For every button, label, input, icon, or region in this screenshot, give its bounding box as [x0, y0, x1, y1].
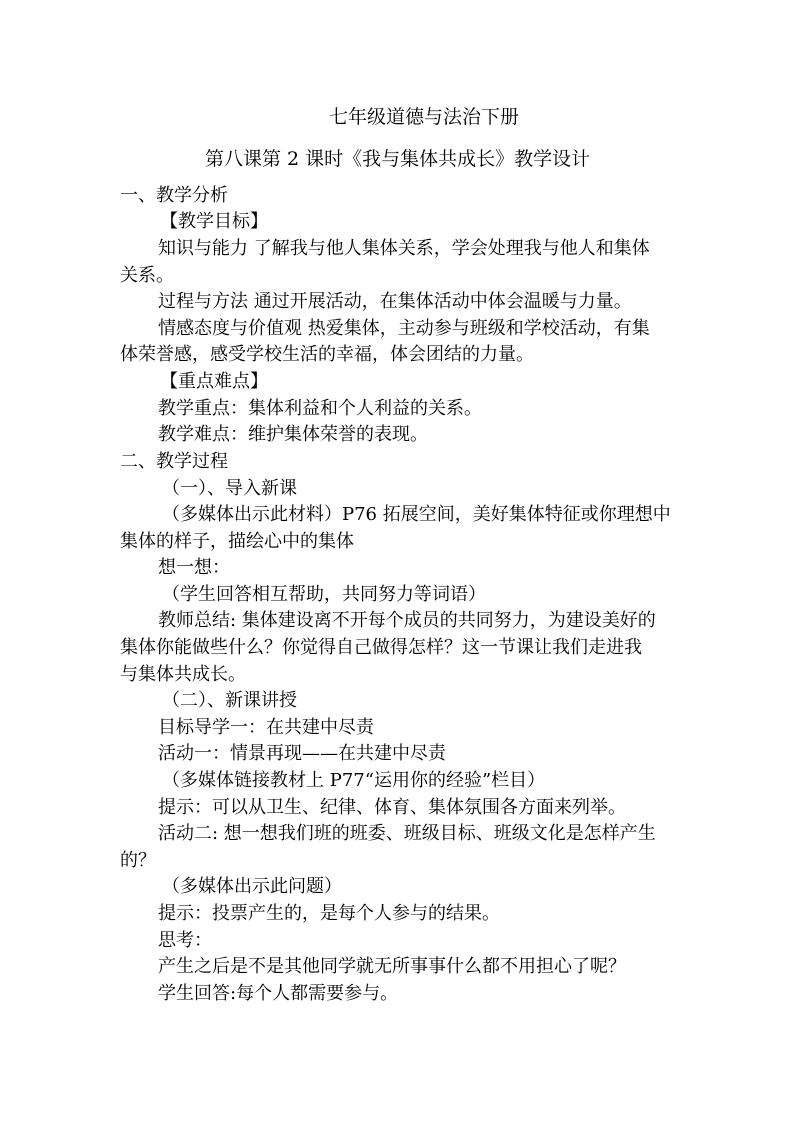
paragraph-line: 想一想： — [158, 557, 230, 578]
paragraph-line: 思考： — [158, 930, 212, 951]
paragraph-line: 学生回答:每个人都需要参与。 — [158, 983, 399, 1004]
section-heading-analysis: 一、教学分析 — [120, 185, 228, 206]
paragraph-line: 提示：可以从卫生、纪律、体育、集体氛围各方面来列举。 — [158, 797, 626, 818]
paragraph-line: 的？ — [120, 850, 156, 871]
document-subtitle: 第八课第 2 课时《我与集体共成长》教学设计 — [205, 148, 591, 170]
paragraph-line: 提示：投票产生的，是每个人参与的结果。 — [158, 903, 500, 924]
subheading-intro: （一）、导入新课 — [162, 478, 297, 499]
subheading-new-lesson: （二）、新课讲授 — [162, 690, 297, 711]
paragraph-line: 集体你能做些什么？你觉得自己做得怎样？这一节课让我们走进我 — [120, 637, 642, 658]
paragraph-line: 体荣誉感，感受学校生活的幸福，体会团结的力量。 — [120, 344, 534, 365]
paragraph-line: 关系。 — [120, 265, 174, 286]
paragraph-line: （多媒体出示此问题） — [162, 876, 342, 897]
paragraph-line: 目标导学一：在共建中尽责 — [158, 717, 374, 738]
paragraph-line: 教学难点：维护集体荣誉的表现。 — [158, 424, 428, 445]
paragraph-line: （多媒体出示此材料）P76 拓展空间，美好集体特征或你理想中 — [162, 504, 671, 525]
paragraph-line: 集体的样子，描绘心中的集体 — [120, 531, 354, 552]
document-title: 七年级道德与法治下册 — [329, 106, 520, 128]
paragraph-line: 活动二: 想一想我们班的班委、班级目标、班级文化是怎样产生 — [158, 823, 656, 844]
paragraph-line: 教学重点：集体利益和个人利益的关系。 — [158, 398, 482, 419]
subheading-key-points: 【重点难点】 — [160, 371, 268, 392]
paragraph-line: （学生回答相互帮助，共同努力等词语） — [162, 584, 486, 605]
paragraph-line: 与集体共成长。 — [120, 664, 246, 685]
paragraph-line: 情感态度与价值观 热爱集体，主动参与班级和学校活动，有集 — [158, 318, 650, 339]
paragraph-line: （多媒体链接教材上 P77“运用你的经验”栏目） — [162, 770, 546, 791]
paragraph-line: 教师总结: 集体建设离不开每个成员的共同努力，为建设美好的 — [158, 610, 656, 631]
subheading-objectives: 【教学目标】 — [160, 211, 268, 232]
paragraph-line: 知识与能力 了解我与他人集体关系，学会处理我与他人和集体 — [158, 238, 650, 259]
paragraph-line: 产生之后是不是其他同学就无所事事什么都不用担心了呢？ — [158, 956, 626, 977]
section-heading-process: 二、教学过程 — [120, 451, 228, 472]
paragraph-line: 活动一：情景再现——在共建中尽责 — [158, 743, 446, 764]
paragraph-line: 过程与方法 通过开展活动，在集体活动中体会温暖与力量。 — [158, 291, 632, 312]
